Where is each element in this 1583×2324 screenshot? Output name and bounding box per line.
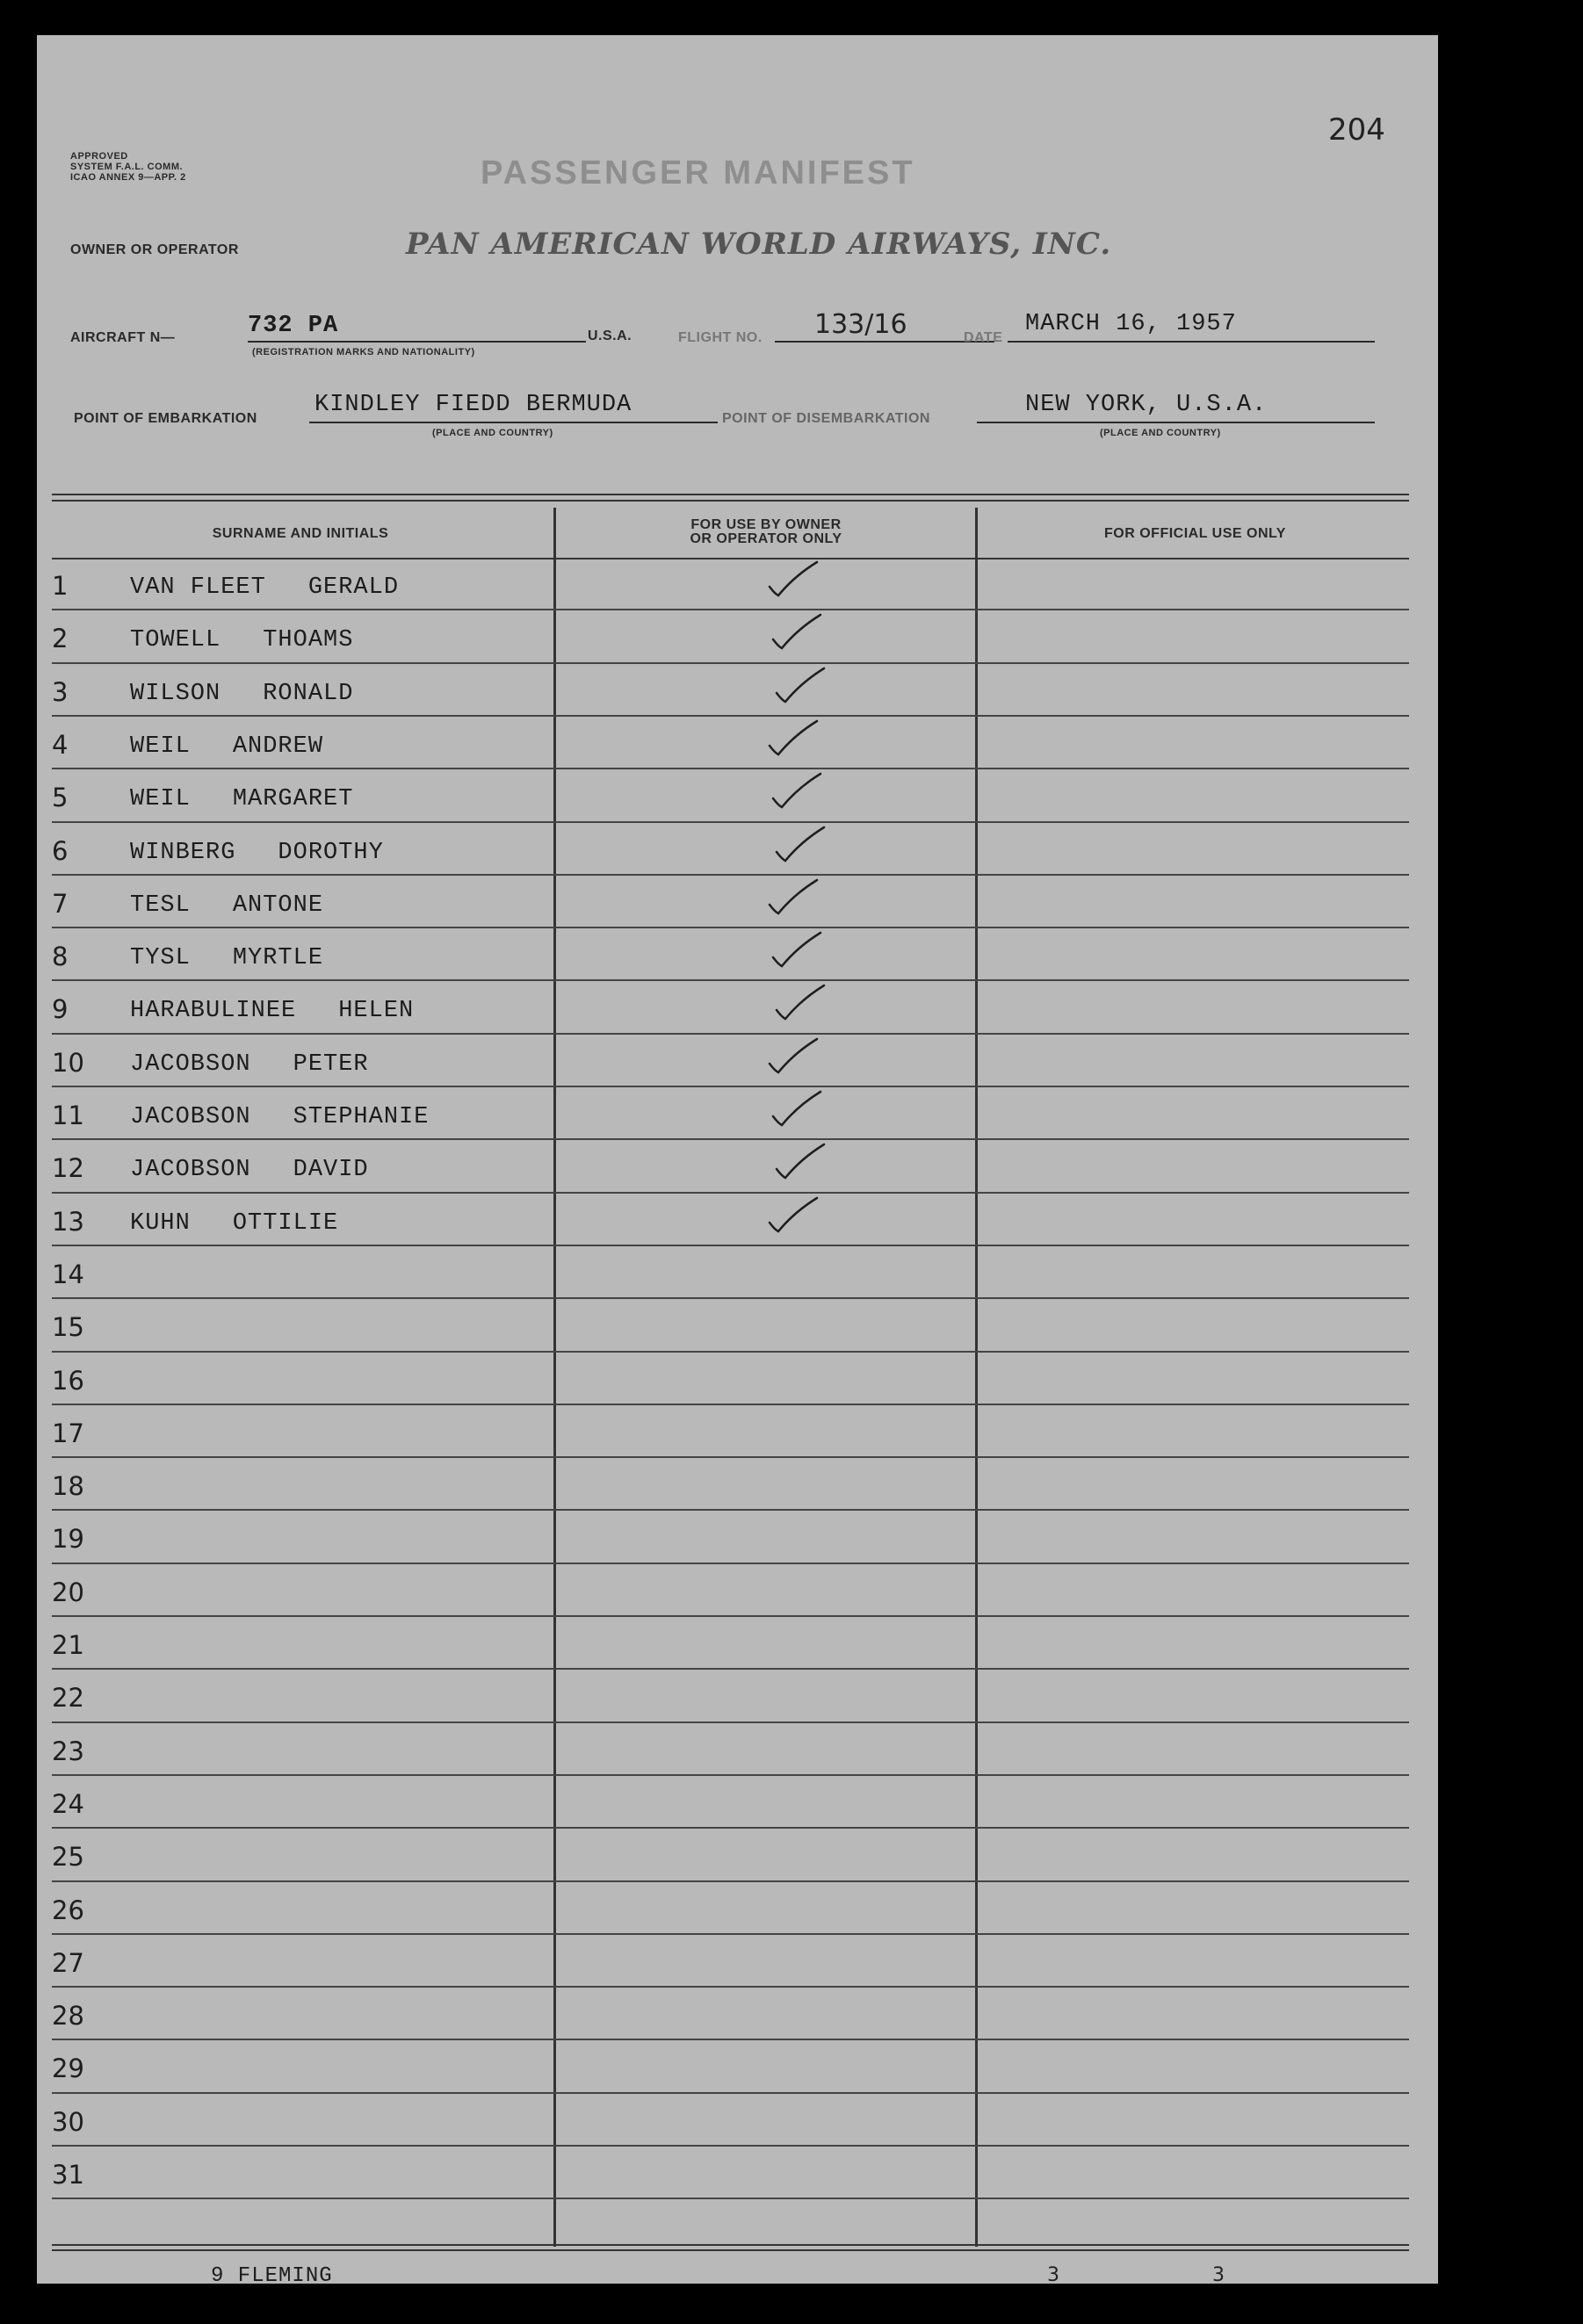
col-header-owner-line: OR OPERATOR ONLY <box>690 531 842 546</box>
passenger-name <box>130 2004 172 2031</box>
passenger-name <box>130 1422 172 1448</box>
row-number: 23 <box>52 1736 84 1766</box>
flight-label: FLIGHT NO. <box>678 330 763 345</box>
row-rule <box>52 1138 1409 1140</box>
row-number: 14 <box>52 1259 84 1289</box>
check-mark-icon <box>766 929 836 973</box>
row-rule <box>52 2092 1409 2094</box>
row-number: 22 <box>52 1683 84 1714</box>
date-underline <box>1008 341 1375 343</box>
passenger-name <box>130 1210 338 1237</box>
row-number: 16 <box>52 1365 84 1396</box>
check-mark-icon <box>770 982 840 1026</box>
passenger-name <box>130 627 353 653</box>
check-mark-icon <box>763 718 833 761</box>
check-mark-icon <box>770 824 840 868</box>
passenger-given-name: HELEN <box>338 998 415 1025</box>
row-rule <box>52 1880 1409 1882</box>
row-rule <box>52 1986 1409 1988</box>
aircraft-label: AIRCRAFT N— <box>70 330 176 345</box>
passenger-name <box>130 1581 172 1607</box>
col-header-owner <box>560 518 972 546</box>
passenger-name <box>130 681 353 707</box>
passenger-name <box>130 1952 172 1978</box>
passenger-surname: WINBERG <box>130 839 236 866</box>
row-rule <box>52 2145 1409 2147</box>
row-number: 28 <box>52 2001 84 2032</box>
row-number: 3 <box>52 676 69 707</box>
row-rule <box>52 662 1409 664</box>
passenger-given-name: OTTILIE <box>232 1209 339 1237</box>
row-rule <box>52 768 1409 769</box>
passenger-given-name: MARGARET <box>232 786 354 813</box>
row-rule <box>52 1509 1409 1511</box>
row-number: 27 <box>52 1947 84 1978</box>
row-rule <box>52 1297 1409 1299</box>
owner-label: OWNER OR OPERATOR <box>70 242 239 257</box>
check-mark-icon <box>763 559 833 603</box>
passenger-name <box>130 945 323 971</box>
aircraft-sublabel: (REGISTRATION MARKS AND NATIONALITY) <box>252 347 475 357</box>
row-number: 17 <box>52 1418 84 1448</box>
approval-line: SYSTEM F.A.L. COMM. <box>70 162 184 172</box>
disembark-sublabel: (PLACE AND COUNTRY) <box>1100 428 1221 438</box>
footer-mark: 3 <box>1047 2264 1059 2284</box>
passenger-name <box>130 1369 172 1396</box>
table-top-rule <box>52 494 1409 495</box>
col-header-official: FOR OFFICIAL USE ONLY <box>1104 526 1286 541</box>
row-rule <box>52 1933 1409 1935</box>
passenger-surname: WEIL <box>130 733 191 760</box>
embark-value: KINDLEY FIEDD BERMUDA <box>314 392 632 418</box>
passenger-name <box>130 998 414 1024</box>
passenger-surname: TYSL <box>130 945 191 972</box>
passenger-given-name: GERALD <box>307 574 400 601</box>
row-number: 10 <box>52 1047 84 1078</box>
passenger-name <box>130 1634 172 1660</box>
row-rule <box>52 1033 1409 1035</box>
row-rule <box>52 1245 1409 1246</box>
row-number: 19 <box>52 1524 84 1555</box>
passenger-name <box>130 1740 172 1766</box>
row-rule <box>52 1456 1409 1458</box>
passenger-name <box>130 840 384 866</box>
aircraft-underline <box>248 341 586 343</box>
row-number: 15 <box>52 1312 84 1343</box>
row-rule <box>52 927 1409 928</box>
passenger-given-name: DAVID <box>293 1157 369 1184</box>
passenger-surname: VAN FLEET <box>130 574 266 601</box>
row-number: 29 <box>52 2053 84 2084</box>
approval-line: ICAO ANNEX 9—APP. 2 <box>70 172 186 183</box>
row-number: 21 <box>52 1630 84 1660</box>
passenger-given-name: THOAMS <box>263 627 354 654</box>
row-rule <box>52 1086 1409 1087</box>
row-rule <box>52 2039 1409 2040</box>
row-number: 6 <box>52 835 69 866</box>
passenger-given-name: DOROTHY <box>278 839 384 866</box>
disembark-value: NEW YORK, U.S.A. <box>1025 392 1268 418</box>
passenger-surname: HARABULINEE <box>130 998 297 1025</box>
manifest-sheet <box>37 35 1438 2284</box>
passenger-surname: WEIL <box>130 786 191 813</box>
passenger-name <box>130 2057 172 2083</box>
passenger-given-name: MYRTLE <box>232 945 324 972</box>
passenger-name <box>130 1104 429 1130</box>
check-mark-icon <box>763 1194 833 1238</box>
row-number: 26 <box>52 1895 84 1925</box>
row-rule <box>52 1351 1409 1353</box>
aircraft-value: 732 PA <box>248 313 339 339</box>
passenger-name <box>130 2163 172 2190</box>
row-number: 8 <box>52 942 69 972</box>
check-mark-icon <box>763 1036 833 1079</box>
check-mark-icon <box>766 770 836 814</box>
passenger-name <box>130 786 353 812</box>
form-title: PASSENGER MANIFEST <box>481 155 915 191</box>
embark-underline <box>309 422 718 423</box>
row-rule <box>52 1404 1409 1405</box>
passenger-surname: JACOBSON <box>130 1104 251 1130</box>
check-mark-icon <box>766 1088 836 1132</box>
check-mark-icon <box>766 611 836 655</box>
row-number: 30 <box>52 2106 84 2137</box>
row-rule <box>52 1827 1409 1829</box>
row-rule <box>52 609 1409 610</box>
passenger-surname: TOWELL <box>130 627 221 654</box>
row-number: 2 <box>52 624 69 654</box>
footer-mark: 3 <box>1212 2264 1225 2284</box>
passenger-surname: KUHN <box>130 1209 191 1237</box>
passenger-surname: JACOBSON <box>130 1050 251 1078</box>
embark-sublabel: (PLACE AND COUNTRY) <box>432 428 553 438</box>
passenger-surname: WILSON <box>130 680 221 707</box>
row-number: 11 <box>52 1101 84 1130</box>
usa-label: U.S.A. <box>588 328 632 343</box>
passenger-given-name: RONALD <box>263 680 354 707</box>
date-value: MARCH 16, 1957 <box>1025 311 1237 337</box>
row-number: 31 <box>52 2160 84 2190</box>
row-rule <box>52 979 1409 981</box>
approval-line: APPROVED <box>70 151 128 162</box>
row-rule <box>52 2198 1409 2199</box>
check-mark-icon <box>770 1141 840 1185</box>
row-number: 9 <box>52 994 69 1025</box>
embark-label: POINT OF EMBARKATION <box>74 411 257 426</box>
passenger-name <box>130 1263 172 1289</box>
check-mark-icon <box>770 665 840 709</box>
row-rule <box>52 874 1409 876</box>
row-number: 12 <box>52 1153 84 1184</box>
passenger-name <box>130 1845 172 1872</box>
row-rule <box>52 1192 1409 1194</box>
row-number: 1 <box>52 571 69 601</box>
passenger-name <box>130 1686 172 1713</box>
table-bottom-rule <box>52 2244 1409 2246</box>
row-rule <box>52 1721 1409 1723</box>
check-mark-icon <box>763 877 833 920</box>
row-number: 7 <box>52 888 69 919</box>
table-bottom-rule <box>52 2249 1409 2251</box>
row-number: 18 <box>52 1471 84 1502</box>
row-number: 13 <box>52 1206 84 1237</box>
passenger-surname: TESL <box>130 891 191 919</box>
date-label: DATE <box>964 330 1003 345</box>
passenger-name <box>130 1475 172 1501</box>
row-number: 25 <box>52 1842 84 1873</box>
passenger-name <box>130 1793 172 1819</box>
passenger-name <box>130 574 399 601</box>
table-top-rule <box>52 500 1409 502</box>
passenger-name <box>130 2111 172 2137</box>
passenger-given-name: STEPHANIE <box>293 1104 430 1130</box>
flight-value: 133/16 <box>814 309 907 340</box>
passenger-name <box>130 1051 369 1078</box>
row-number: 4 <box>52 729 69 760</box>
footer-text: 9 FLEMING <box>211 2264 333 2284</box>
row-number: 20 <box>52 1577 84 1607</box>
page-number: 204 <box>1328 112 1385 148</box>
row-rule <box>52 1774 1409 1776</box>
passenger-name <box>130 1316 172 1342</box>
col-header-surname: SURNAME AND INITIALS <box>212 526 389 541</box>
approval-block <box>70 151 246 183</box>
owner-name: PAN AMERICAN WORLD AIRWAYS, INC. <box>406 227 1112 262</box>
passenger-name <box>130 733 323 760</box>
row-number: 5 <box>52 783 69 813</box>
disembark-underline <box>977 422 1375 423</box>
passenger-given-name: PETER <box>293 1050 369 1078</box>
row-number: 24 <box>52 1788 84 1819</box>
passenger-surname: JACOBSON <box>130 1157 251 1184</box>
disembark-label: POINT OF DISEMBARKATION <box>722 411 930 426</box>
passenger-name <box>130 1899 172 1925</box>
flight-underline <box>775 341 994 343</box>
passenger-given-name: ANTONE <box>232 891 324 919</box>
row-rule <box>52 1668 1409 1670</box>
row-rule <box>52 715 1409 717</box>
passenger-name <box>130 892 323 919</box>
passenger-name <box>130 1157 369 1183</box>
header-bottom-rule <box>52 558 1409 559</box>
row-rule <box>52 1615 1409 1617</box>
row-rule <box>52 821 1409 823</box>
row-rule <box>52 1563 1409 1564</box>
passenger-name <box>130 1527 172 1554</box>
col-header-owner-line: FOR USE BY OWNER <box>690 517 842 532</box>
passenger-given-name: ANDREW <box>232 733 324 760</box>
